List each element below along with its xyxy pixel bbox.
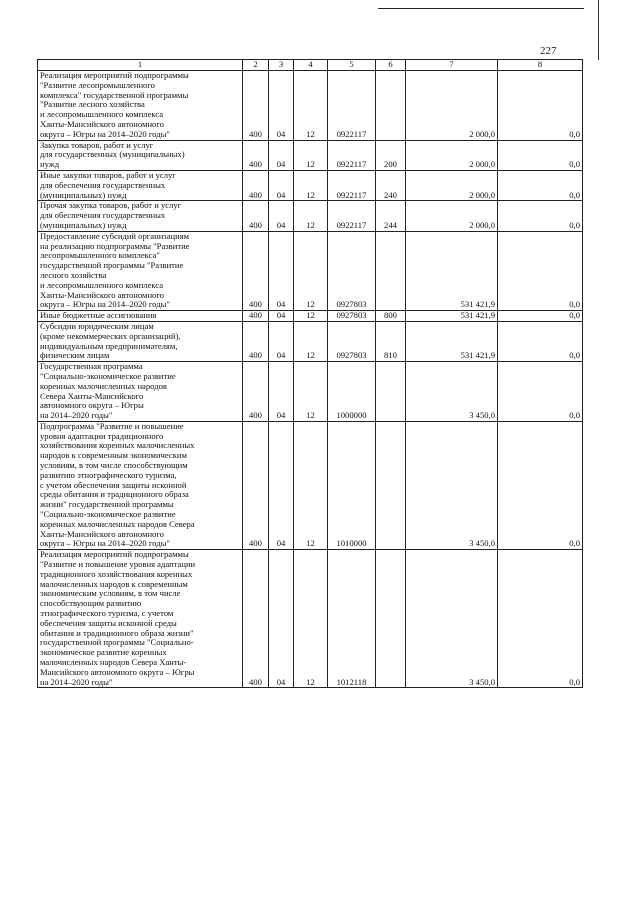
header-cell-4: 4: [294, 60, 328, 71]
col-8-value: 0,0: [498, 231, 583, 310]
col-6-value: [376, 231, 406, 310]
row-description: Государственная программа "Социально-экономическое развитие коренных малочисленных народов Севера Ханты-Мансийского автономного округа – Югры на 2014–2020 годы": [38, 362, 243, 422]
header-cell-5: 5: [328, 60, 376, 71]
col-7-value: 2 000,0: [406, 71, 498, 141]
col-4-value: 12: [294, 170, 328, 200]
table-row: [38, 362, 583, 422]
col-6-value: 800: [376, 311, 406, 322]
row-description: Закупка товаров, работ и услуг для государственных (муниципальных) нужд: [38, 140, 243, 170]
table-row: [38, 231, 583, 310]
header-cell-7: 7: [406, 60, 498, 71]
col-7-value: 2 000,0: [406, 201, 498, 231]
table-body: [38, 60, 583, 688]
table-row: [38, 140, 583, 170]
row-description: Предоставление субсидий организациям на реализацию подпрограммы "Развитие лесопромышленного комплекса" государственной программы "Развитие лесного хозяйства и лесопромышленного комплекса Ханты-Мансийского автономного округа – Югры на 2014–2020 годы": [38, 231, 243, 310]
col-2-value: 400: [243, 231, 269, 310]
col-2-value: 400: [243, 550, 269, 688]
header-cell-2: 2: [243, 60, 269, 71]
row-description: Субсидии юридическим лицам (кроме некоммерческих организаций), индивидуальным предпринимателям, физическим лицам: [38, 321, 243, 361]
col-6-value: [376, 71, 406, 141]
col-3-value: 04: [269, 362, 294, 422]
col-3-value: 04: [269, 321, 294, 361]
header-cell-3: 3: [269, 60, 294, 71]
header-cell-1: 1: [38, 60, 243, 71]
col-5-value: 0927803: [328, 321, 376, 361]
col-8-value: 0,0: [498, 170, 583, 200]
table-row: [38, 201, 583, 231]
col-2-value: 400: [243, 201, 269, 231]
col-8-value: 0,0: [498, 140, 583, 170]
col-3-value: 04: [269, 71, 294, 141]
col-5-value: 1000000: [328, 362, 376, 422]
col-6-value: 240: [376, 170, 406, 200]
col-8-value: 0,0: [498, 71, 583, 141]
row-description: Прочая закупка товаров, работ и услуг для обеспечения государственных (муниципальных) нужд: [38, 201, 243, 231]
col-8-value: 0,0: [498, 201, 583, 231]
right-edge-rule: [598, 0, 599, 60]
col-3-value: 04: [269, 140, 294, 170]
col-2-value: 400: [243, 170, 269, 200]
col-6-value: [376, 421, 406, 549]
col-5-value: 0922117: [328, 170, 376, 200]
col-8-value: 0,0: [498, 421, 583, 549]
col-6-value: 244: [376, 201, 406, 231]
row-description: Подпрограмма "Развитие и повышение уровня адаптации традиционного хозяйствования коренных малочисленных народов к современным экономическим условиям, в том числе способствующим развитию этнографического туризма, с учетом обеспечения защиты исконной среды обитания и традиционного образа жизни" государственной программы "Социально-экономическое развитие коренных малочисленных народов Севера Ханты-Мансийского автономного округа – Югры на 2014–2020 годы": [38, 421, 243, 549]
col-4-value: 12: [294, 201, 328, 231]
col-4-value: 12: [294, 140, 328, 170]
col-3-value: 04: [269, 231, 294, 310]
row-description: Реализация мероприятий подпрограммы "Развитие лесопромышленного комплекса" государственной программы "Развитие лесного хозяйства и лесопромышленного комплекса Ханты-Мансийского автономного округа – Югры на 2014–2020 годы": [38, 71, 243, 141]
col-5-value: 0922117: [328, 71, 376, 141]
col-7-value: 2 000,0: [406, 170, 498, 200]
col-7-value: 531 421,9: [406, 231, 498, 310]
col-5-value: 1010000: [328, 421, 376, 549]
col-2-value: 400: [243, 421, 269, 549]
col-3-value: 04: [269, 170, 294, 200]
col-8-value: 0,0: [498, 362, 583, 422]
row-description: Реализация мероприятий подпрограммы "Развитие и повышение уровня адаптации традиционного хозяйствования коренных малочисленных народов к современным экономическим условиям, в том числе способствующим развитию этнографического туризма, с учетом обеспечения защиты исконной среды обитания и традиционного образа жизни" государственной программы "Социально- экономическое развитие коренных малочисленных народов Севера Ханты- Мансийского автономного округа – Югры на 2014–2020 годы": [38, 550, 243, 688]
col-7-value: 2 000,0: [406, 140, 498, 170]
row-description: Иные закупки товаров, работ и услуг для обеспечения государственных (муниципальных) нужд: [38, 170, 243, 200]
col-7-value: 3 450,0: [406, 550, 498, 688]
header-cell-8: 8: [498, 60, 583, 71]
col-5-value: 0922117: [328, 201, 376, 231]
top-rule: [378, 8, 584, 9]
col-7-value: 531 421,9: [406, 311, 498, 322]
page-number: 227: [540, 45, 557, 57]
col-6-value: [376, 362, 406, 422]
col-7-value: 531 421,9: [406, 321, 498, 361]
budget-table: [37, 59, 583, 688]
col-8-value: 0,0: [498, 550, 583, 688]
col-5-value: 0922117: [328, 140, 376, 170]
col-3-value: 04: [269, 421, 294, 549]
col-4-value: 12: [294, 321, 328, 361]
col-2-value: 400: [243, 362, 269, 422]
col-4-value: 12: [294, 362, 328, 422]
col-3-value: 04: [269, 201, 294, 231]
table-row: [38, 311, 583, 322]
col-5-value: 0927803: [328, 231, 376, 310]
col-8-value: 0,0: [498, 311, 583, 322]
col-8-value: 0,0: [498, 321, 583, 361]
col-5-value: 1012118: [328, 550, 376, 688]
col-3-value: 04: [269, 311, 294, 322]
col-5-value: 0927803: [328, 311, 376, 322]
col-4-value: 12: [294, 550, 328, 688]
row-description: Иные бюджетные ассигнования: [38, 311, 243, 322]
col-6-value: 810: [376, 321, 406, 361]
header-cell-6: 6: [376, 60, 406, 71]
col-6-value: [376, 550, 406, 688]
col-4-value: 12: [294, 231, 328, 310]
table-header-row: [38, 60, 583, 71]
col-3-value: 04: [269, 550, 294, 688]
col-4-value: 12: [294, 311, 328, 322]
table-row: [38, 321, 583, 361]
col-2-value: 400: [243, 71, 269, 141]
table-row: [38, 550, 583, 688]
col-2-value: 400: [243, 321, 269, 361]
col-6-value: 200: [376, 140, 406, 170]
col-2-value: 400: [243, 140, 269, 170]
col-7-value: 3 450,0: [406, 421, 498, 549]
col-4-value: 12: [294, 421, 328, 549]
col-4-value: 12: [294, 71, 328, 141]
table-row: [38, 170, 583, 200]
table-row: [38, 421, 583, 549]
col-7-value: 3 450,0: [406, 362, 498, 422]
col-2-value: 400: [243, 311, 269, 322]
table-row: [38, 71, 583, 141]
